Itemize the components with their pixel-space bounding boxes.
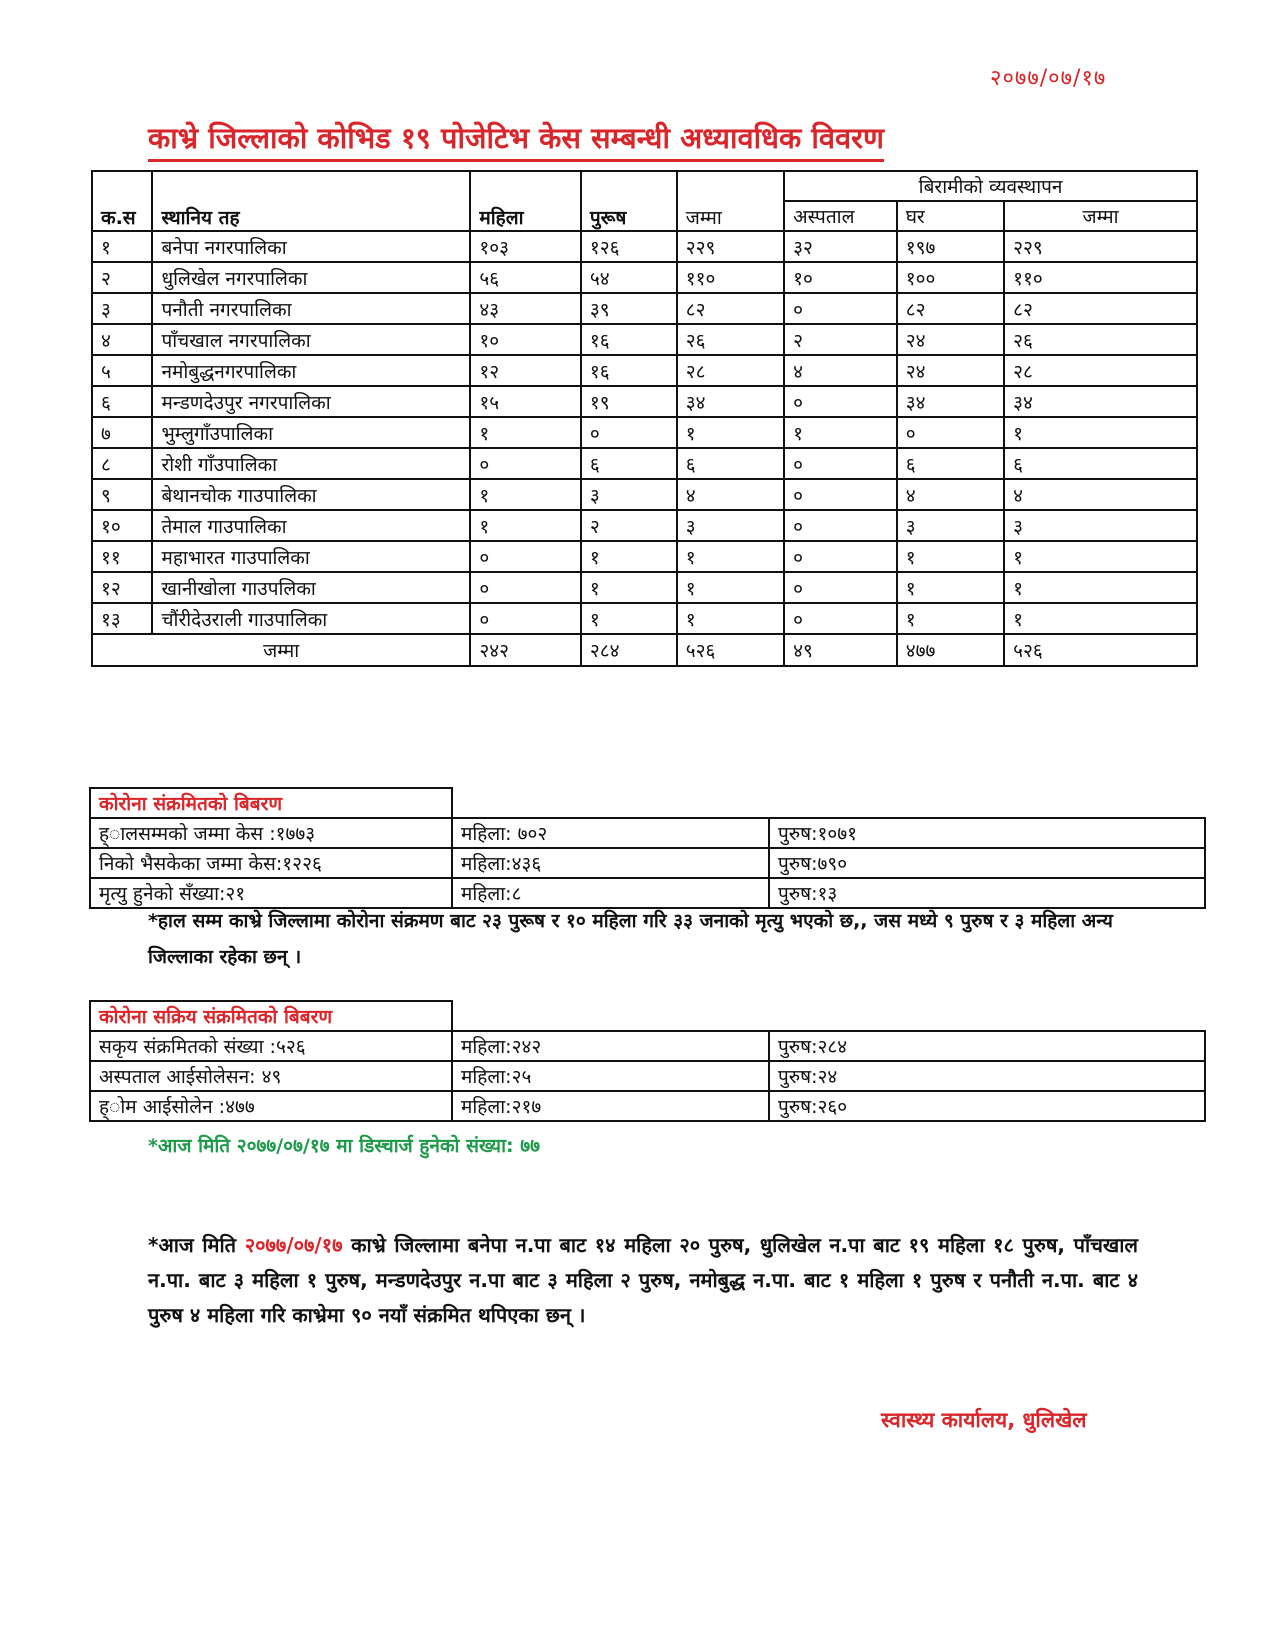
table-row [92,510,1197,541]
summary-male: पुरुष:१०७१ [769,818,1205,848]
total-row [92,634,1197,666]
summary-female: महिला:२५ [452,1061,769,1091]
cell-hospital: ० [784,479,897,510]
cell-male: ३ [581,479,677,510]
infected-summary-table [89,787,1206,909]
cell-local-level: धुलिखेल नगरपालिका [152,262,470,293]
signature-office: स्वास्थ्य कार्यालय, धुलिखेल [881,1408,1087,1432]
table-row [92,603,1197,634]
cell-home: १ [897,603,1004,634]
table-row [92,262,1197,293]
cell-male: १ [581,572,677,603]
cell-female: ० [470,603,580,634]
cell-female: ५६ [470,262,580,293]
new-cases-date: २०७७/०७/१७ [244,1233,343,1257]
cell-home: १ [897,541,1004,572]
summary-male: पुरुष:२८४ [769,1031,1205,1061]
cell-local-level: चौंरीदेउराली गाउपालिका [152,603,470,634]
total-male: २८४ [581,634,677,666]
cell-female: १ [470,479,580,510]
cell-mgmt-total: ४ [1004,479,1197,510]
summary-female: महिला:२१७ [452,1091,769,1121]
cell-male: १ [581,603,677,634]
summary-female: महिला:८ [452,878,769,908]
cell-total: ३ [677,510,784,541]
cell-sn: ८ [92,448,152,479]
cell-local-level: बनेपा नगरपालिका [152,231,470,262]
cell-local-level: तेमाल गाउपालिका [152,510,470,541]
summary-label: सकृय संक्रमितको संख्या :५२६ [90,1031,452,1061]
cell-sn: १३ [92,603,152,634]
cell-local-level: नमोबुद्धनगरपालिका [152,355,470,386]
table-row [92,324,1197,355]
col-header-mgmt-total: जम्मा [1004,201,1197,231]
summary-female: महिला:२४२ [452,1031,769,1061]
table-row [92,231,1197,262]
cell-local-level: रोशी गाँउपालिका [152,448,470,479]
summary-male: पुरुष:२४ [769,1061,1205,1091]
cell-hospital: २ [784,324,897,355]
cell-hospital: ४ [784,355,897,386]
discharge-note: *आज मिति २०७७/०७/१७ मा डिस्चार्ज हुनेको संख्या: ७७ [148,1135,540,1157]
cell-female: १० [470,324,580,355]
summary-label: ह्ालसम्मको जम्मा केस :१७७३ [90,818,452,848]
cell-sn: १ [92,231,152,262]
cell-home: २४ [897,355,1004,386]
cell-total: २६ [677,324,784,355]
cell-local-level: बेथानचोक गाउपालिका [152,479,470,510]
cell-male: १ [581,541,677,572]
new-cases-text: काभ्रे जिल्लामा बनेपा न.पा बाट १४ महिला २० पुरुष, धुलिखेल न.पा बाट १९ महिला १८ पुरुष, पाँचखाल न.पा. बाट ३ महिला १ पुरुष, मन्डणदेउपुर न.पा बाट ३ महिला २ पुरुष, नमोबुद्ध न.पा. बाट १ महिला १ पुरुष र पनौती न.पा. बाट ४ पुरुष ४ महिला गरि काभ्रेमा ९० नयाँ संक्रमित थपिएका छन् । [148,1233,1138,1327]
col-header-local-level: स्थानिय तह [152,171,470,231]
cell-total: २२९ [677,231,784,262]
cell-female: ० [470,448,580,479]
col-group-patient-management: बिरामीको व्यवस्थापन [784,171,1197,201]
cell-hospital: ३२ [784,231,897,262]
cell-hospital: ० [784,572,897,603]
total-total: ५२६ [677,634,784,666]
cell-total: ८२ [677,293,784,324]
table-row [92,355,1197,386]
cell-sn: ६ [92,386,152,417]
report-date: २०७७/०७/१७ [990,66,1107,91]
summary-female: महिला: ७०२ [452,818,769,848]
col-header-total: जम्मा [677,171,784,231]
cell-total: ११० [677,262,784,293]
cell-total: ३४ [677,386,784,417]
cell-local-level: मन्डणदेउपुर नगरपालिका [152,386,470,417]
cell-home: ४ [897,479,1004,510]
cell-male: ५४ [581,262,677,293]
total-hospital: ४९ [784,634,897,666]
cell-female: ० [470,541,580,572]
page-title: काभ्रे जिल्लाको कोभिड १९ पोजेटिभ केस सम्बन्धी अध्यावधिक विवरण [148,118,884,162]
col-header-female: महिला [470,171,580,231]
cell-mgmt-total: २२९ [1004,231,1197,262]
cell-female: १ [470,417,580,448]
cell-hospital: ० [784,293,897,324]
municipality-case-table [91,170,1198,667]
cell-male: १६ [581,355,677,386]
cell-total: २८ [677,355,784,386]
cell-home: ६ [897,448,1004,479]
cell-home: १९७ [897,231,1004,262]
cell-hospital: १ [784,417,897,448]
active-heading: कोरोना सक्रिय संक्रमितको बिबरण [90,1001,452,1031]
cell-mgmt-total: १ [1004,603,1197,634]
cell-total: १ [677,541,784,572]
total-home: ४७७ [897,634,1004,666]
cell-sn: ५ [92,355,152,386]
table-row [92,417,1197,448]
cell-mgmt-total: २८ [1004,355,1197,386]
cell-male: ० [581,417,677,448]
cell-mgmt-total: १ [1004,541,1197,572]
cell-total: १ [677,603,784,634]
col-header-home: घर [897,201,1004,231]
death-note: *हाल सम्म काभ्रे जिल्लामा कोरोना संक्रमण बाट २३ पुरूष र १० महिला गरि ३३ जनाको मृत्यु भएको छ,, जस मध्ये ९ पुरुष र ३ महिला अन्य जिल्लाका रहेका छन् । [148,910,1113,968]
cell-hospital: १० [784,262,897,293]
table-row [92,448,1197,479]
new-cases-prefix: *आज मिति [148,1233,245,1257]
summary-label: निको भैसकेका जम्मा केस:१२२६ [90,848,452,878]
cell-home: ३ [897,510,1004,541]
col-header-male: पुरूष [581,171,677,231]
cell-female: १२ [470,355,580,386]
cell-hospital: ० [784,386,897,417]
cell-home: ८२ [897,293,1004,324]
cell-sn: २ [92,262,152,293]
cell-local-level: महाभारत गाउपालिका [152,541,470,572]
cell-female: १ [470,510,580,541]
summary-female: महिला:४३६ [452,848,769,878]
cell-home: २४ [897,324,1004,355]
cell-sn: १२ [92,572,152,603]
table-row [90,1061,1205,1091]
table-row [90,1091,1205,1121]
active-summary-table [89,1000,1206,1122]
cell-female: ० [470,572,580,603]
table-row [90,1031,1205,1061]
cell-sn: ११ [92,541,152,572]
table-row [92,541,1197,572]
cell-local-level: भुम्लुगाँउपालिका [152,417,470,448]
infected-heading: कोरोना संक्रमितको बिबरण [90,788,452,818]
summary-male: पुरुष:२६० [769,1091,1205,1121]
cell-sn: ३ [92,293,152,324]
cell-male: १९ [581,386,677,417]
table-row [92,293,1197,324]
cell-total: १ [677,417,784,448]
cell-total: ४ [677,479,784,510]
cell-hospital: ० [784,448,897,479]
cell-local-level: खानीखोला गाउपलिका [152,572,470,603]
cell-hospital: ० [784,510,897,541]
cell-mgmt-total: १ [1004,572,1197,603]
cell-female: १५ [470,386,580,417]
cell-sn: ४ [92,324,152,355]
cell-male: ३९ [581,293,677,324]
table-row [92,479,1197,510]
cell-sn: ७ [92,417,152,448]
cell-home: १ [897,572,1004,603]
cell-mgmt-total: १ [1004,417,1197,448]
cell-mgmt-total: ८२ [1004,293,1197,324]
cell-male: २ [581,510,677,541]
cell-local-level: पाँचखाल नगरपालिका [152,324,470,355]
total-label: जम्मा [92,634,470,666]
cell-male: ६ [581,448,677,479]
summary-male: पुरुष:७९० [769,848,1205,878]
cell-total: ६ [677,448,784,479]
cell-male: १२६ [581,231,677,262]
cell-home: ० [897,417,1004,448]
table-row [90,848,1205,878]
table-row [92,386,1197,417]
cell-sn: १० [92,510,152,541]
cell-local-level: पनौती नगरपालिका [152,293,470,324]
cell-sn: ९ [92,479,152,510]
cell-mgmt-total: २६ [1004,324,1197,355]
summary-label: अस्पताल आईसोलेसन: ४९ [90,1061,452,1091]
cell-mgmt-total: ६ [1004,448,1197,479]
cell-total: १ [677,572,784,603]
new-cases-paragraph [148,1228,1138,1333]
cell-hospital: ० [784,541,897,572]
cell-male: १६ [581,324,677,355]
cell-female: १०३ [470,231,580,262]
cell-hospital: ० [784,603,897,634]
cell-home: १०० [897,262,1004,293]
total-mgmt-total: ५२६ [1004,634,1197,666]
cell-home: ३४ [897,386,1004,417]
summary-label: ह्ोम आईसोलेन :४७७ [90,1091,452,1121]
table-row [90,818,1205,848]
cell-female: ४३ [470,293,580,324]
summary-label: मृत्यु हुनेको सँख्या:२१ [90,878,452,908]
col-header-sn: क.स [92,171,152,231]
total-female: २४२ [470,634,580,666]
cell-mgmt-total: ११० [1004,262,1197,293]
summary-male: पुरुष:१३ [769,878,1205,908]
col-header-hospital: अस्पताल [784,201,897,231]
cell-mgmt-total: ३४ [1004,386,1197,417]
table-row [92,572,1197,603]
cell-mgmt-total: ३ [1004,510,1197,541]
